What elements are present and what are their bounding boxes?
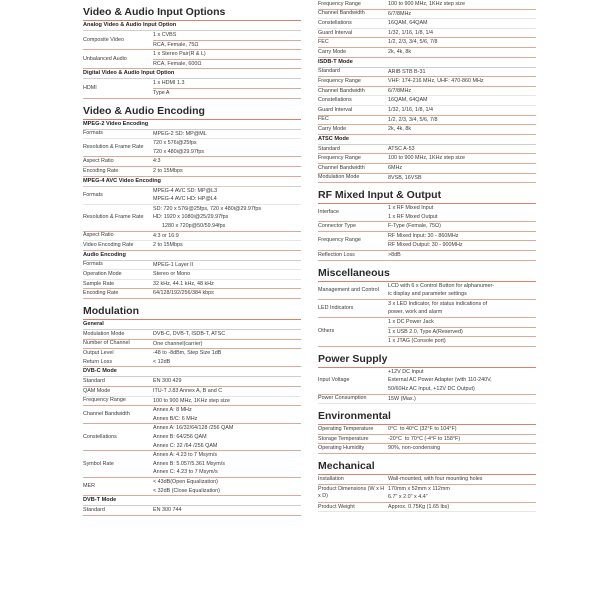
spec-label: Symbol Rate [83,460,114,467]
spec-label: FEC [318,39,329,46]
spec-value-line: 100 to 900 MHz, 1KHz step size [388,155,466,162]
spec-value-line: 50/60Hz AC Input, +12V DC Output) [388,386,475,392]
spec-value-line: < 12dB [153,358,171,365]
spec-row-reflection-loss [318,251,536,261]
spec-label: Product Weight [318,503,355,510]
spec-value-line: MPEG-4 AVC HD: HP@L4 [153,196,217,203]
spec-row-standard [318,68,536,78]
spec-label: Frequency Range [318,155,361,162]
spec-value-line: 1/32, 1/16, 1/8, 1/4 [388,29,433,36]
spec-row-composite-video [83,31,301,50]
section-heading-video-audio-input-options: Video & Audio Input Options [83,5,301,21]
spec-value-line: MPEG-2 SD: MP@ML [153,130,207,137]
spec-value [388,19,536,28]
spec-value [388,0,536,9]
spec-label: Unbalanced Audio [83,55,127,62]
spec-value [153,130,301,139]
spec-value [153,387,301,396]
spec-label: Guard Interval [318,29,353,36]
spec-label: Storage Temperature [318,435,369,442]
spec-value-line: Annex C: 4.23 to 7 Msym/s [153,469,218,476]
spec-value-line: 720 x 480i@29.97fps [153,148,205,155]
spec-row-formats [83,261,301,271]
spec-row-formats [83,130,301,140]
spec-value [388,154,536,163]
spec-value [388,96,536,105]
spec-row-constellations [318,96,536,106]
subsection-heading-dvb-t-mode: DVB-T Mode [83,496,301,506]
spec-value [388,106,536,115]
spec-value [153,50,301,68]
spec-value-line: 8VSB, 16VSB [388,174,422,181]
spec-value-line: ARIB STB B-31 [388,68,426,75]
spec-label: Product Dimensions (W x H x D) [318,486,385,500]
spec-value-line: 2k, 4k, 8k [388,48,412,55]
spec-row-carry-mode [318,48,536,58]
spec-row-sample-rate [83,280,301,290]
spec-label: Channel Bandwidth [318,87,365,94]
spec-row-guard-interval [318,29,536,39]
spec-row-operating-temperature [318,425,536,435]
spec-value-line: < 32dB (Close Equalization) [153,487,220,494]
spec-value [388,475,536,484]
spec-label: Formats [83,130,103,137]
spec-value-line: 2k, 4k, 8k [388,126,412,133]
spec-label: Output Level [83,350,114,357]
spec-label: Management and Control [318,286,379,293]
spec-label: FEC [318,116,329,123]
spec-value-line: MPEG-1 Layer II [153,261,194,268]
spec-value-line: 720 x 576i@25fps [153,140,197,147]
spec-value-line: -48 to -8dBm, Step Size 1dB [153,350,222,357]
spec-row-operation-mode [83,270,301,280]
spec-label: Sample Rate [83,280,115,287]
spec-value-line: 2 to 15Mbps [153,167,183,174]
section-heading-miscellaneous: Miscellaneous [318,266,536,282]
spec-row-resolution-frame-rate [83,139,301,157]
spec-value-line: 4:3 or 16:9 [153,232,179,239]
spec-value [153,205,301,231]
spec-label: Carry Mode [318,48,347,55]
spec-row-formats [83,187,301,205]
spec-label: Interface [318,209,339,216]
spec-label: Resolution & Frame Rate [83,144,144,151]
spec-row-encoding-rate [83,167,301,177]
spec-value [153,232,301,241]
spec-value [153,270,301,279]
spec-value [153,451,301,477]
spec-row-resolution-frame-rate [83,205,301,232]
spec-value-line: 1 x USB 2.0, Type A(Reserved) [388,327,536,337]
spec-value-line: power, work and alarm [388,309,443,316]
spec-row-fec [318,116,536,126]
spec-row-hdmi [83,79,301,98]
spec-row-fec [318,38,536,48]
spec-value-line: 1 x HDMI 1.3 [153,80,185,87]
spec-row-frequency-range [83,397,301,407]
spec-value [153,340,301,349]
spec-value-line: +12V DC Input [388,368,424,375]
spec-value-line: 1/2, 2/3, 3/4, 5/6, 7/8 [388,116,438,123]
spec-value [153,424,301,450]
spec-label: Aspect Ratio [83,232,114,239]
spec-value [388,251,536,260]
spec-label: Modulation Mode [83,330,125,337]
spec-label: Constellations [83,433,117,440]
spec-value-line: 3 x LED Indicator, for status indications of [388,300,488,307]
spec-row-product-dimensions-w-x-h-x-d [318,485,536,503]
spec-value-line: F-Type (Female, 75Ω) [388,223,441,230]
spec-label: Number of Channel [83,340,130,347]
spec-value-line: RCA, Female, 75Ω [153,40,301,50]
section-heading-rf-mixed-input-output: RF Mixed Input & Output [318,188,536,204]
spec-value-line: 6/7/8MHz [388,87,412,94]
spec-label: Operating Humidity [318,445,365,452]
spec-value-line: 2 to 15Mbps [153,242,183,249]
spec-value [153,478,301,495]
spec-label: Resolution & Frame Rate [83,214,144,221]
spec-value [388,125,536,134]
spec-value [388,10,536,19]
spec-value-line: VHF: 174-216 MHz, UHF: 470-860 MHz [388,78,484,85]
spec-label: Installation [318,475,344,482]
spec-value [388,395,536,404]
spec-label: Frequency Range [318,0,361,7]
spec-value [388,425,536,434]
spec-value [153,506,301,515]
spec-value [153,280,301,289]
spec-row-symbol-rate [83,451,301,478]
spec-value-line: 64/128/192/256/384 kbps [153,290,214,297]
spec-value-line: One channel(carrier) [153,340,203,347]
subsection-heading-audio-encoding: Audio Encoding [83,251,301,261]
spec-row-installation [318,475,536,485]
spec-row-aspect-ratio [83,232,301,242]
spec-label: Formats [83,191,103,198]
spec-label: Others [318,328,335,335]
spec-value [153,261,301,270]
spec-label: Modulation Mode [318,174,360,181]
spec-value-line: 15W (Max.) [388,395,416,402]
section-heading-modulation: Modulation [83,304,301,320]
spec-value-line: >8dB [388,252,401,259]
spec-value-line: 6/7/8MHz [388,10,412,17]
spec-value [153,406,301,423]
spec-value-line: Approx. 0.75Kg (1.65 lbs) [388,503,450,510]
spec-value-line: 100 to 900 MHz, 1KHz step size [153,397,231,404]
spec-row-power-consumption [318,395,536,405]
spec-value [388,68,536,77]
spec-value [388,232,536,250]
spec-row-led-indicators [318,300,536,318]
spec-label: Guard Interval [318,106,353,113]
spec-value-line: RCA, Female, 600Ω [153,59,301,69]
spec-row-video-encoding-rate [83,241,301,251]
spec-value-line: Stereo or Mono [153,271,191,278]
spec-row-operating-humidity [318,444,536,454]
spec-row-carry-mode [318,125,536,135]
spec-value-line: MPEG-4 AVC SD: MP@L3 [153,187,218,194]
spec-value [388,29,536,38]
spec-value-line: 170mm x 52mm x 112mm [388,485,450,492]
spec-value-line: EN 300 744 [153,507,182,514]
spec-value [388,116,536,125]
spec-label: Standard [318,145,340,152]
spec-row-frequency-range [318,154,536,164]
spec-row-product-weight [318,503,536,513]
spec-label: Constellations [318,97,352,104]
spec-row-others [318,318,536,347]
spec-value-line: SD: 720 x 576i@25fps, 720 x 480i@29.97fps [153,205,262,212]
spec-value-line: 4:3 [153,158,161,165]
spec-value [388,204,536,221]
spec-value-line: ITU-T J.83 Annex A, B and C [153,388,223,395]
spec-value-line: -20°C to 70°C (-4°F to 158°F) [388,435,461,442]
section-heading-power-supply: Power Supply [318,352,536,368]
spec-label: Frequency Range [318,77,361,84]
spec-value [153,241,301,250]
spec-value-line: 16QAM, 64QAM [388,97,428,104]
spec-value-line: 6.7" x 2.0" x 4.4" [388,494,428,501]
spec-label: Frequency Range [318,237,361,244]
spec-label: Connector Type [318,223,356,230]
spec-value [153,377,301,386]
spec-label: Carry Mode [318,125,347,132]
spec-row-storage-temperature [318,435,536,445]
spec-value-line: External AC Power Adapter (with 110-240V, [388,377,492,384]
spec-row-channel-bandwidth [318,10,536,20]
spec-row-standard [318,145,536,155]
spec-row-frequency-range [318,0,536,10]
spec-value-line: Annex A: 16/32/64/128 /256 QAM [153,425,234,432]
spec-value [388,87,536,96]
spec-label: LED Indicators [318,304,354,311]
spec-value-line: 1/32, 1/16, 1/8, 1/4 [388,106,433,113]
spec-row-return-loss [83,358,301,368]
spec-label: Formats [83,261,103,268]
spec-row-interface [318,204,536,222]
spec-row-channel-bandwidth [83,406,301,424]
spec-row-number-of-channel [83,340,301,350]
spec-value-line: 16QAM, 64QAM [388,20,428,27]
spec-value [388,222,536,231]
spec-column-right [318,0,536,512]
spec-value [388,318,536,346]
spec-row-management-and-control [318,282,536,300]
spec-value-line: Annex C: 32 /64 /256 QAM [153,442,218,449]
spec-label: Return Loss [83,358,113,365]
spec-value-line: RF Mixed Input: 30 - 860MHz [388,232,459,239]
spec-label: Standard [83,378,105,385]
spec-value [388,164,536,173]
spec-value-line: 1 x JTAG (Console port) [388,336,536,346]
spec-column-left [83,0,301,516]
spec-value-line: < 43dB(Open Equalization) [153,478,218,485]
spec-row-encoding-rate [83,289,301,299]
spec-row-connector-type [318,222,536,232]
spec-label: Operating Temperature [318,425,374,432]
spec-value [388,503,536,512]
spec-value-line: 1 x RF Mixed Output [388,213,438,220]
spec-value-line: 1280 x 720p@50/59.94fps [153,222,226,229]
spec-value-line: 1 x DC Power Jack [388,319,434,326]
spec-value-line: HD: 1920 x 1080i@25/29.97fps [153,214,229,221]
spec-value-line: 0°C to 40°C (32°F to 104°F) [388,426,457,433]
spec-value-line: 1/2, 2/3, 3/4, 5/6, 7/8 [388,39,438,46]
spec-label: Input Voltage [318,377,350,384]
spec-value-line: Type A [153,88,301,98]
section-heading-video-audio-encoding: Video & Audio Encoding [83,104,301,120]
spec-row-output-level [83,349,301,358]
spec-value-line: LCD with 6 x Control Button for alphanumer- [388,282,495,289]
spec-value [388,38,536,47]
spec-label: Channel Bandwidth [83,411,130,418]
spec-row-standard [83,377,301,387]
spec-value-line: 100 to 900 MHz, 1KHz step size [388,1,466,7]
spec-value [153,358,301,367]
spec-value-line: Annex A: 4.23 to 7 Msym/s [153,452,218,459]
spec-value [153,397,301,406]
spec-value [388,485,536,502]
spec-value [153,157,301,166]
spec-label: HDMI [83,84,97,91]
spec-value [388,48,536,57]
spec-row-unbalanced-audio [83,50,301,69]
spec-value-line: Wall-mounted, with four mounting holes [388,475,483,482]
spec-row-mer [83,478,301,496]
spec-label: Constellations [318,19,352,26]
subsection-heading-analog-video-audio-input-option: Analog Video & Audio Input Option [83,21,301,31]
spec-value [153,330,301,339]
spec-value-line: ATSC A-53 [388,145,415,152]
spec-value [388,300,536,317]
spec-label: Channel Bandwidth [318,164,365,171]
subsection-heading-atsc-mode: ATSC Mode [318,135,536,145]
spec-row-guard-interval [318,106,536,116]
spec-value [388,174,536,183]
spec-value [388,444,536,453]
spec-value-line: 90%, non-condensing [388,445,441,452]
spec-value [388,435,536,444]
spec-value [153,289,301,298]
spec-value-line: Annex A: 8 MHz [153,407,192,414]
spec-label: Encoding Rate [83,290,119,297]
spec-value-line: DVB-C, DVB-T, ISDB-T, ATSC [153,331,226,338]
spec-row-frequency-range [318,77,536,87]
spec-value [153,79,301,97]
spec-row-qam-mode [83,387,301,397]
spec-label: Composite Video [83,36,124,43]
subsection-heading-dvb-c-mode: DVB-C Mode [83,367,301,377]
spec-label: Encoding Rate [83,167,119,174]
spec-label: Power Consumption [318,395,367,402]
spec-value [153,349,301,358]
subsection-heading-digital-video-audio-input-option: Digital Video & Audio Input Option [83,69,301,79]
spec-value-line: Annex B: 5.057/5.361 Msym/s [153,460,225,467]
spec-value [388,145,536,154]
spec-label: MER [83,483,95,490]
spec-value-line: 6MHz [388,164,403,171]
spec-value-line: 1 x RF Mixed Input [388,205,434,212]
spec-row-constellations [318,19,536,29]
spec-label: QAM Mode [83,387,111,394]
spec-value [388,282,536,299]
spec-value [153,139,301,156]
subsection-heading-general: General [83,320,301,330]
spec-label: Standard [83,506,105,513]
subsection-heading-isdb-t-mode: ISDB-T Mode [318,58,536,68]
spec-value-line: EN 300 429 [153,378,182,385]
spec-label: Frequency Range [83,397,126,404]
spec-label: Video Encoding Rate [83,241,134,248]
spec-value-line: 32 kHz, 44.1 kHz, 48 kHz [153,280,214,287]
spec-value [388,368,536,394]
spec-row-channel-bandwidth [318,164,536,174]
spec-value [153,187,301,204]
spec-value-line: Annex B/C: 6 MHz [153,415,198,422]
spec-row-frequency-range [318,232,536,251]
spec-label: Reflection Loss [318,251,355,258]
spec-row-constellations [83,424,301,451]
spec-label: Standard [318,68,340,75]
spec-value [388,77,536,86]
spec-value-line: 1 x Stereo Pair(R & L) [153,51,206,58]
spec-value-line: RF Mixed Output: 30 - 900MHz [388,240,536,250]
section-heading-mechanical: Mechanical [318,459,536,475]
spec-row-aspect-ratio [83,157,301,167]
spec-value-line: Annex B: 64/256 QAM [153,434,207,440]
subsection-heading-mpeg-2-video-encoding: MPEG-2 Video Encoding [83,120,301,130]
spec-label: Aspect Ratio [83,158,114,165]
spec-label: Operation Mode [83,271,122,278]
spec-value [153,31,301,49]
section-heading-environmental: Environmental [318,409,536,425]
spec-row-standard [83,506,301,516]
spec-row-modulation-mode [83,330,301,340]
spec-value [153,167,301,176]
spec-row-input-voltage [318,368,536,395]
spec-row-channel-bandwidth [318,87,536,97]
subsection-heading-mpeg-4-avc-video-encoding: MPEG-4 AVC Video Encoding [83,177,301,187]
spec-row-modulation-mode [318,174,536,184]
spec-value-line: 1 x CVBS [153,32,177,38]
spec-value-line: ic display and parameter settings [388,291,467,298]
spec-label: Channel Bandwidth [318,10,365,17]
